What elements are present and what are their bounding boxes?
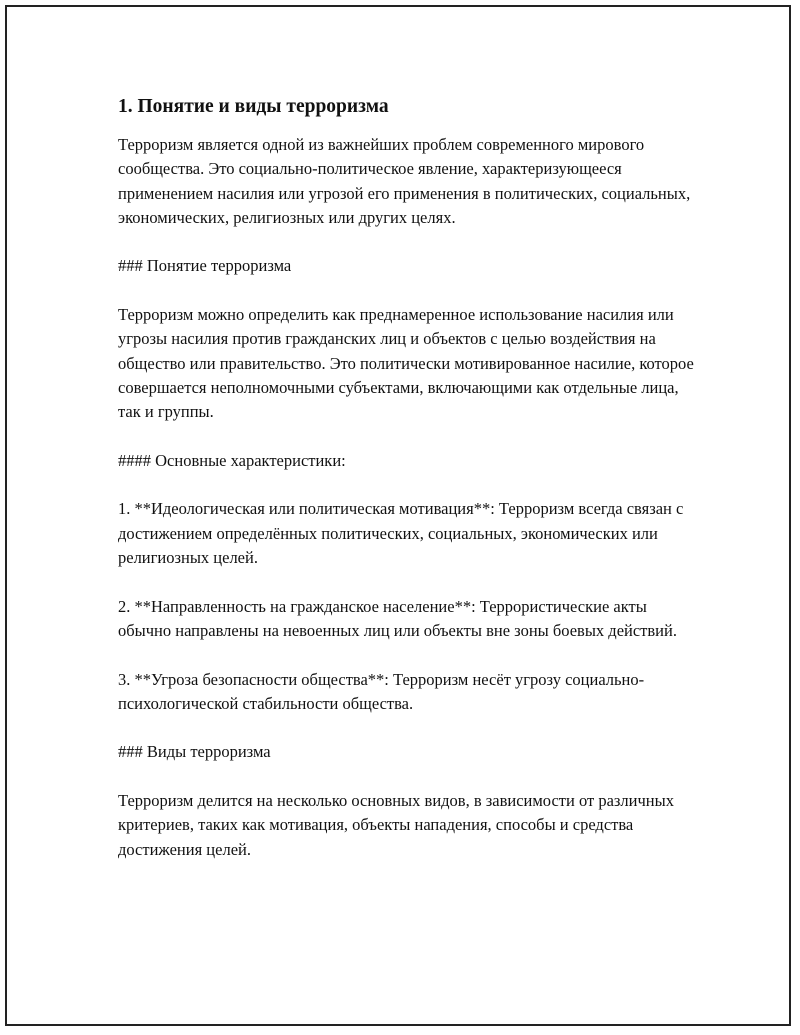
page-title: 1. Понятие и виды терроризма bbox=[118, 96, 389, 117]
characteristic-item-2: 2. **Направленность на гражданское население**: Террористические акты обычно направлены на невоенных лиц или объекты вне зоны боевых действий. bbox=[118, 596, 677, 640]
subsection-heading-characteristics: #### Основные характеристики: bbox=[118, 450, 346, 470]
section-heading-concept: ### Понятие терроризма bbox=[118, 256, 292, 276]
concept-paragraph: Терроризм можно определить как преднамеренное использование насилия или угрозы насилия против гражданских лиц и объектов с целью воздействия на общество или правительство. Это политически мотивированное насилие, которое совершается неполномочными субъектами, включающими как отдельные лица, так и группы. bbox=[118, 305, 694, 422]
section-heading-types: ### Виды терроризма bbox=[118, 742, 271, 762]
document-body bbox=[118, 94, 698, 886]
intro-paragraph: Терроризм является одной из важнейших проблем современного мирового сообщества. Это социально-политическое явление, характеризующееся применением насилия или угрозой его применения в политических, социальных, экономических, религиозных или других целях. bbox=[118, 135, 691, 227]
types-paragraph: Терроризм делится на несколько основных видов, в зависимости от различных критериев, таких как мотивация, объекты нападения, способы и средства достижения целей. bbox=[118, 791, 674, 859]
characteristic-item-1: 1. **Идеологическая или политическая мотивация**: Терроризм всегда связан с достижением определённых политических, социальных, экономических или религиозных целей. bbox=[118, 499, 684, 568]
characteristic-item-3: 3. **Угроза безопасности общества**: Терроризм несёт угрозу социально-психологической стабильности общества. bbox=[118, 669, 645, 713]
